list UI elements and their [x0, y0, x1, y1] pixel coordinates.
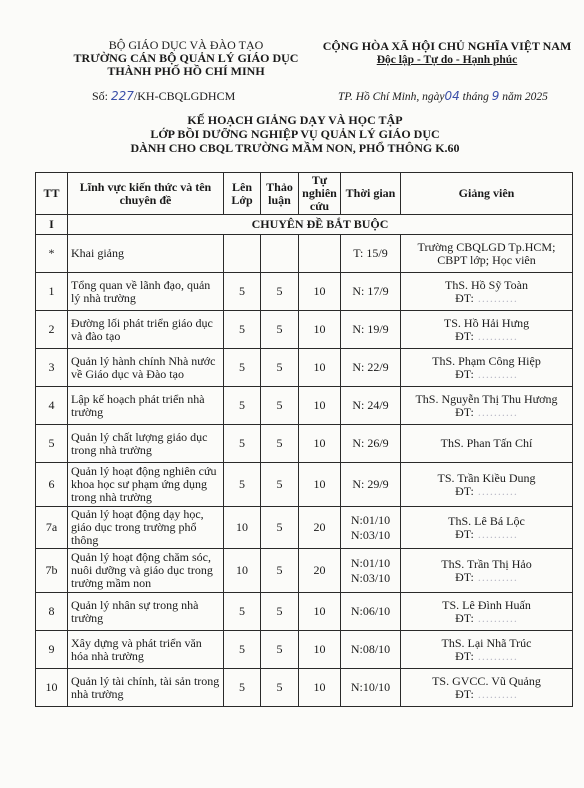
cell-tt: 3: [36, 349, 68, 387]
school-name: TRƯỜNG CÁN BỘ QUẢN LÝ GIÁO DỤC: [73, 51, 299, 65]
lecturer-phone: [404, 292, 569, 305]
cell-lecture: 5: [224, 463, 261, 507]
redacted-phone: ..........: [473, 648, 518, 663]
cell-discussion: 5: [261, 669, 299, 707]
schedule-table: [35, 172, 573, 707]
header-lecture: Lên Lớp: [224, 173, 261, 215]
cell-tt: 7a: [36, 507, 68, 549]
table-row: [36, 235, 573, 273]
document-title: [60, 113, 530, 155]
title-line-1: KẾ HOẠCH GIẢNG DẠY VÀ HỌC TẬP: [187, 113, 403, 127]
cell-self-study: 10: [299, 311, 341, 349]
cell-discussion: 5: [261, 507, 299, 549]
phone-label: ĐT:: [455, 483, 474, 498]
phone-label: ĐT:: [455, 648, 474, 663]
cell-tt: 6: [36, 463, 68, 507]
cell-topic: Quản lý chất lượng giáo dục trong nhà trường: [68, 425, 224, 463]
header-tt: TT: [36, 173, 68, 215]
redacted-phone: ..........: [473, 366, 518, 381]
table-row: [36, 631, 573, 669]
cell-self-study: 10: [299, 387, 341, 425]
cell-time: N: 29/9: [341, 463, 401, 507]
header-time: Thời gian: [341, 173, 401, 215]
cell-topic: Quản lý hành chính Nhà nước về Giáo dục và Đào tạo: [68, 349, 224, 387]
reference-number: 227: [111, 89, 134, 103]
cell-tt: 5: [36, 425, 68, 463]
cell-tt: 8: [36, 593, 68, 631]
cell-topic: Lập kế hoạch phát triển nhà trường: [68, 387, 224, 425]
table-row: [36, 387, 573, 425]
lecturer-name: TS. Trần Kiều Dung: [437, 470, 536, 485]
cell-lecture: 10: [224, 549, 261, 593]
cell-lecturer: [401, 235, 573, 273]
section-number: I: [36, 215, 68, 235]
cell-lecture: 5: [224, 349, 261, 387]
reference-suffix: /KH-CBQLGDHCM: [133, 89, 236, 103]
national-header: [318, 39, 576, 67]
cell-discussion: 5: [261, 311, 299, 349]
cell-time: N:01/10 N:03/10: [341, 507, 401, 549]
cell-lecture: 5: [224, 593, 261, 631]
lecturer-phone: [404, 571, 569, 584]
table-row: [36, 273, 573, 311]
header-self-study: Tự nghiên cứu: [299, 173, 341, 215]
title-line-3: DÀNH CHO CBQL TRƯỜNG MẦM NON, PHỔ THÔNG K.60: [130, 141, 460, 155]
cell-tt: 10: [36, 669, 68, 707]
document-date: [338, 89, 548, 103]
cell-time: T: 15/9: [341, 235, 401, 273]
cell-lecture: 10: [224, 507, 261, 549]
lecturer-name: ThS. Nguyễn Thị Thu Hương: [415, 391, 558, 406]
redacted-phone: ..........: [473, 569, 518, 584]
cell-lecture: 5: [224, 631, 261, 669]
cell-discussion: 5: [261, 549, 299, 593]
cell-lecturer: [401, 311, 573, 349]
cell-tt: 1: [36, 273, 68, 311]
cell-self-study: 20: [299, 507, 341, 549]
lecturer-name: ThS. Trần Thị Hảo: [441, 556, 532, 571]
cell-self-study: 20: [299, 549, 341, 593]
cell-lecturer: [401, 273, 573, 311]
table-row: [36, 349, 573, 387]
cell-lecturer: [401, 593, 573, 631]
cell-lecturer: [401, 507, 573, 549]
table-header-row: [36, 173, 573, 215]
cell-self-study: 10: [299, 669, 341, 707]
redacted-phone: ..........: [473, 404, 518, 419]
cell-tt: 9: [36, 631, 68, 669]
redacted-phone: ..........: [473, 526, 518, 541]
cell-self-study: [299, 235, 341, 273]
phone-label: ĐT:: [455, 610, 474, 625]
redacted-phone: ..........: [473, 686, 518, 701]
cell-topic: Quản lý tài chính, tài sản trong nhà trường: [68, 669, 224, 707]
date-year: năm 2025: [502, 91, 548, 103]
table-row: [36, 669, 573, 707]
cell-discussion: [261, 235, 299, 273]
phone-label: ĐT:: [455, 366, 474, 381]
phone-label: ĐT:: [455, 404, 474, 419]
lecturer-phone: [404, 485, 569, 498]
lecturer-phone: [404, 330, 569, 343]
cell-time: N: 26/9: [341, 425, 401, 463]
cell-tt: 4: [36, 387, 68, 425]
lecturer-name: TS. GVCC. Vũ Quảng: [432, 673, 541, 688]
cell-time: N: 22/9: [341, 349, 401, 387]
date-month: 9: [491, 89, 500, 103]
cell-topic: Quản lý hoạt động nghiên cứu khoa học sư phạm ứng dụng trong nhà trường: [68, 463, 224, 507]
lecturer-name: Trường CBQLGD Tp.HCM; CBPT lớp; Học viên: [417, 239, 556, 267]
cell-topic: Tổng quan về lãnh đạo, quản lý nhà trường: [68, 273, 224, 311]
cell-time: N: 19/9: [341, 311, 401, 349]
phone-label: ĐT:: [455, 328, 474, 343]
phone-label: ĐT:: [455, 290, 474, 305]
date-month-label: tháng: [462, 91, 489, 103]
national-motto: Độc lập - Tự do - Hạnh phúc: [376, 54, 518, 66]
cell-self-study: 10: [299, 593, 341, 631]
issuer-header: [56, 39, 316, 78]
cell-topic: Quản lý hoạt động dạy học, giáo dục trong trường phổ thông: [68, 507, 224, 549]
cell-topic: Quản lý hoạt động chăm sóc, nuôi dưỡng và giáo dục trong trường mầm non: [68, 549, 224, 593]
cell-lecture: 5: [224, 425, 261, 463]
redacted-phone: ..........: [473, 328, 518, 343]
table-row: [36, 311, 573, 349]
cell-tt: 7b: [36, 549, 68, 593]
cell-time: N: 17/9: [341, 273, 401, 311]
cell-discussion: 5: [261, 631, 299, 669]
lecturer-name: TS. Lê Đình Huấn: [442, 597, 531, 612]
cell-self-study: 10: [299, 349, 341, 387]
cell-tt: *: [36, 235, 68, 273]
redacted-phone: ..........: [473, 290, 518, 305]
cell-lecture: 5: [224, 387, 261, 425]
cell-topic: Quản lý nhân sự trong nhà trường: [68, 593, 224, 631]
cell-topic: Đường lối phát triển giáo dục và đào tạo: [68, 311, 224, 349]
lecturer-phone: [404, 368, 569, 381]
country-name: CỘNG HÒA XÃ HỘI CHỦ NGHĨA VIỆT NAM: [322, 39, 572, 53]
cell-lecturer: [401, 463, 573, 507]
cell-lecturer: [401, 387, 573, 425]
cell-time: N:08/10: [341, 631, 401, 669]
cell-time: N:01/10 N:03/10: [341, 549, 401, 593]
lecturer-phone: [404, 688, 569, 701]
cell-time: N:10/10: [341, 669, 401, 707]
table-row: [36, 549, 573, 593]
lecturer-name: ThS. Hồ Sỹ Toàn: [445, 277, 528, 292]
cell-lecture: 5: [224, 669, 261, 707]
cell-self-study: 10: [299, 463, 341, 507]
header-lecturer: Giảng viên: [401, 173, 573, 215]
table-row: [36, 507, 573, 549]
cell-topic: Xây dựng và phát triển văn hóa nhà trường: [68, 631, 224, 669]
cell-topic: Khai giảng: [68, 235, 224, 273]
section-row: [36, 215, 573, 235]
cell-discussion: 5: [261, 463, 299, 507]
cell-lecturer: [401, 425, 573, 463]
lecturer-phone: [404, 612, 569, 625]
lecturer-name: ThS. Lại Nhã Trúc: [441, 635, 532, 650]
phone-label: ĐT:: [455, 526, 474, 541]
lecturer-phone: [404, 406, 569, 419]
document-reference: [92, 89, 235, 104]
city-name: THÀNH PHỐ HỒ CHÍ MINH: [107, 64, 265, 78]
cell-self-study: 10: [299, 425, 341, 463]
date-prefix: TP. Hồ Chí Minh, ngày: [338, 91, 445, 103]
header-topic: Lĩnh vực kiến thức và tên chuyên đề: [68, 173, 224, 215]
cell-time: N: 24/9: [341, 387, 401, 425]
cell-discussion: 5: [261, 273, 299, 311]
cell-discussion: 5: [261, 349, 299, 387]
cell-discussion: 5: [261, 387, 299, 425]
table-row: [36, 593, 573, 631]
cell-self-study: 10: [299, 631, 341, 669]
cell-tt: 2: [36, 311, 68, 349]
lecturer-phone: [404, 650, 569, 663]
cell-lecture: 5: [224, 273, 261, 311]
title-line-2: LỚP BỒI DƯỠNG NGHIỆP VỤ QUẢN LÝ GIÁO DỤC: [150, 127, 440, 141]
lecturer-name: ThS. Phan Tấn Chí: [440, 436, 533, 450]
table-row: [36, 463, 573, 507]
date-day: 04: [444, 89, 460, 103]
cell-lecture: [224, 235, 261, 273]
ministry-name: BỘ GIÁO DỤC VÀ ĐÀO TẠO: [108, 38, 264, 52]
lecturer-name: ThS. Phạm Công Hiệp: [432, 353, 541, 368]
phone-label: ĐT:: [455, 569, 474, 584]
phone-label: ĐT:: [455, 686, 474, 701]
lecturer-name: ThS. Lê Bá Lộc: [448, 513, 525, 528]
redacted-phone: ..........: [473, 610, 518, 625]
cell-lecturer: [401, 631, 573, 669]
cell-lecturer: [401, 349, 573, 387]
reference-prefix: Số:: [92, 89, 109, 103]
header-discussion: Thảo luận: [261, 173, 299, 215]
cell-discussion: 5: [261, 593, 299, 631]
cell-lecturer: [401, 669, 573, 707]
cell-lecturer: [401, 549, 573, 593]
table-row: [36, 425, 573, 463]
lecturer-name: TS. Hồ Hải Hưng: [443, 315, 530, 330]
section-title: CHUYÊN ĐỀ BẮT BUỘC: [68, 215, 573, 235]
cell-time: N:06/10: [341, 593, 401, 631]
redacted-phone: ..........: [473, 483, 518, 498]
lecturer-phone: [404, 528, 569, 541]
cell-lecture: 5: [224, 311, 261, 349]
cell-self-study: 10: [299, 273, 341, 311]
cell-discussion: 5: [261, 425, 299, 463]
